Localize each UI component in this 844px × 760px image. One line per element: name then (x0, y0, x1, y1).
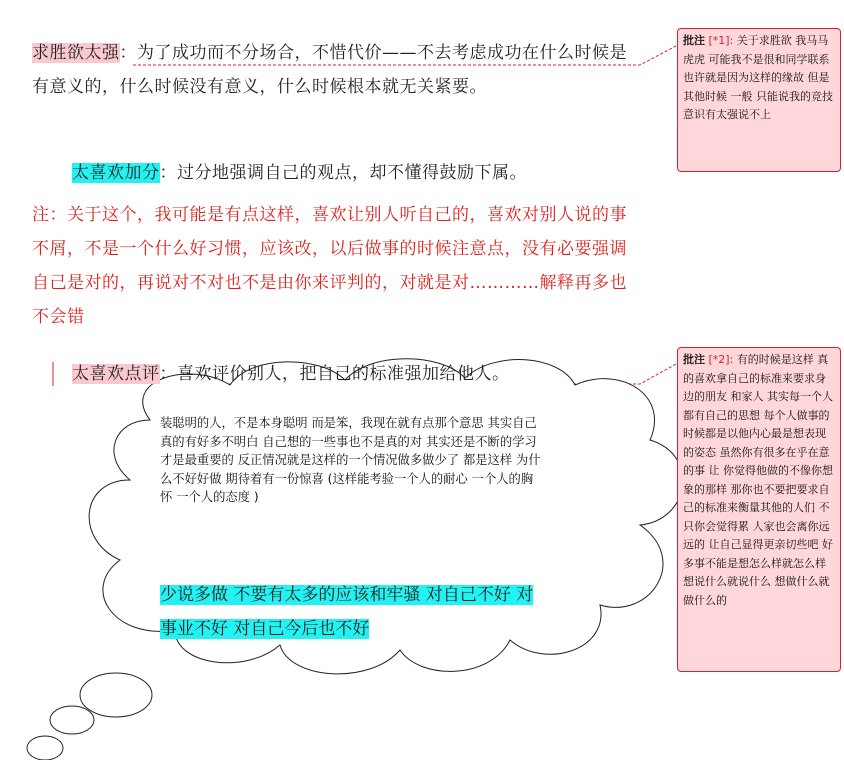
personal-note: 注：关于这个，我可能是有点这样，喜欢让别人听自己的，喜欢对别人说的事不屑，不是一个什么好习惯，应该改，以后做事的时候注意点，没有必要强调自己是对的，再说对不对也不是由你来评判的，对就是对…………解释再多也不会错 (32, 205, 627, 327)
cloud-reflection-text: 装聪明的人，不是本身聪明 而是笨，我现在就有点那个意思 其实自己真的有好多不明白 自己想的一些事也不是真的对 其实还是不断的学习才是最重要的 反正情况就是这样的一个情况做多做少了 都是这样 为什么不好好做 期待着有一份惊喜 (这样能考验一个人的耐心 一个人的胸怀 一个人的态度 ) (160, 416, 541, 504)
term-comment-habit: 太喜欢点评 (72, 364, 160, 384)
comment-1-tag: 批注 (683, 34, 705, 47)
comment-1-text: 关于求胜欲 我马马虎虎 可能我不是很和同学联系 也许就是因为这样的缘故 但是其他时候 一般 只能说我的竞技意识有太强说不上 (683, 34, 833, 121)
comment-balloon-1[interactable] (677, 28, 841, 172)
term-win-desire: 求胜欲太强 (32, 43, 120, 63)
paragraph-comment-habit (72, 357, 642, 391)
comment-2-text: 有的时候是这样 真的喜欢拿自己的标准来要求身边的朋友 和家人 其实每一个人都有自己的思想 每个人做事的时候都是以他内心最是想表现的姿态 虽然你有很多在乎在意的事 让 你觉得他做的不像你想象的那样 那你也不要把要求自己的标准来衡量其他的人们 不只你会觉得累 人家也会离你远远的 让自己显得更亲切些吧 好多事不能是想怎么样就怎么样 想说什么就说什么 想做什么就做什么的 (683, 353, 833, 607)
definition-win-desire: ：为了成功而不分场合，不惜代价——不去考虑成功在什么时候是有意义的，什么时候没有意义，什么时候根本就无关紧要。 (32, 43, 627, 97)
comment-1-index: [*1]: (708, 34, 734, 47)
comment-2-index: [*2]: (708, 353, 734, 366)
definition-add-value: ：过分地强调自己的观点，却不懂得鼓励下属。 (159, 163, 527, 183)
comment-balloon-2[interactable] (677, 347, 841, 672)
definition-comment-habit: ：喜欢评价别人，把自己的标准强加给他人。 (159, 364, 510, 384)
paragraph-win-desire (32, 36, 642, 104)
cloud-highlight-span: 少说多做 不要有太多的应该和牢骚 对自己不好 对事业不好 对自己今后也不好 (160, 585, 534, 639)
term-add-value: 太喜欢加分 (72, 163, 160, 183)
cloud-highlight-text (160, 578, 546, 646)
paragraph-add-value (72, 156, 642, 190)
comment-2-tag: 批注 (683, 353, 705, 366)
